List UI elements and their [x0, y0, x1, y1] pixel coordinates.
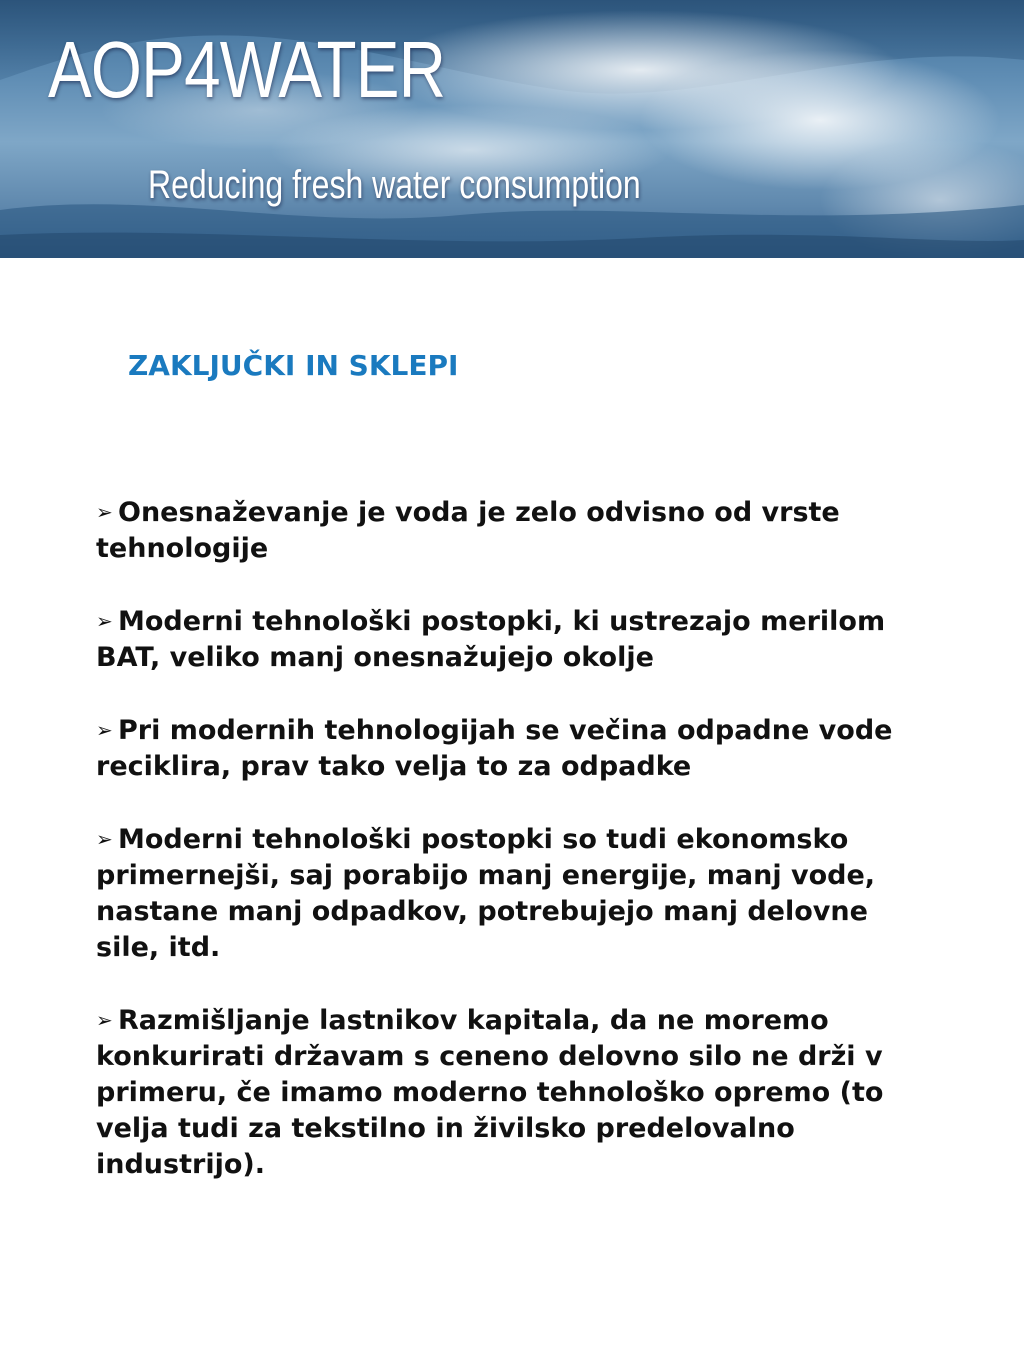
page-title: ZAKLJUČKI IN SKLEPI: [128, 349, 459, 382]
list-item: [96, 1002, 926, 1183]
list-item: [96, 494, 926, 567]
list-item-text: Razmišljanje lastnikov kapitala, da ne moremo konkurirati državam s ceneno delovno silo ne drži v primeru, če imamo moderno tehnološko opremo (to velja tudi za tekstilno in živilsko predelovalno industrijo).: [96, 1005, 884, 1180]
list-item: [96, 712, 926, 785]
list-item-text: Moderni tehnološki postopki so tudi ekonomsko primernejši, saj porabijo manj energije, manj vode, nastane manj odpadkov, potrebujejo manj delovne sile, itd.: [96, 824, 876, 963]
list-item-text: Moderni tehnološki postopki, ki ustrezajo merilom BAT, veliko manj onesnažujejo okolje: [96, 606, 886, 673]
arrow-bullet-icon: ➢: [96, 500, 113, 524]
banner-title: AOP4WATER: [48, 25, 446, 114]
banner-subtitle: Reducing fresh water consumption: [148, 163, 641, 207]
arrow-bullet-icon: ➢: [96, 718, 113, 742]
arrow-bullet-icon: ➢: [96, 827, 113, 851]
conclusions-list: [96, 494, 926, 1219]
list-item: [96, 821, 926, 966]
list-item-text: Pri modernih tehnologijah se večina odpadne vode reciklira, prav tako velja to za odpadke: [96, 715, 893, 782]
list-item-text: Onesnaževanje je voda je zelo odvisno od vrste tehnologije: [96, 497, 840, 564]
arrow-bullet-icon: ➢: [96, 609, 113, 633]
header-banner: [0, 0, 1024, 258]
arrow-bullet-icon: ➢: [96, 1008, 113, 1032]
list-item: [96, 603, 926, 676]
